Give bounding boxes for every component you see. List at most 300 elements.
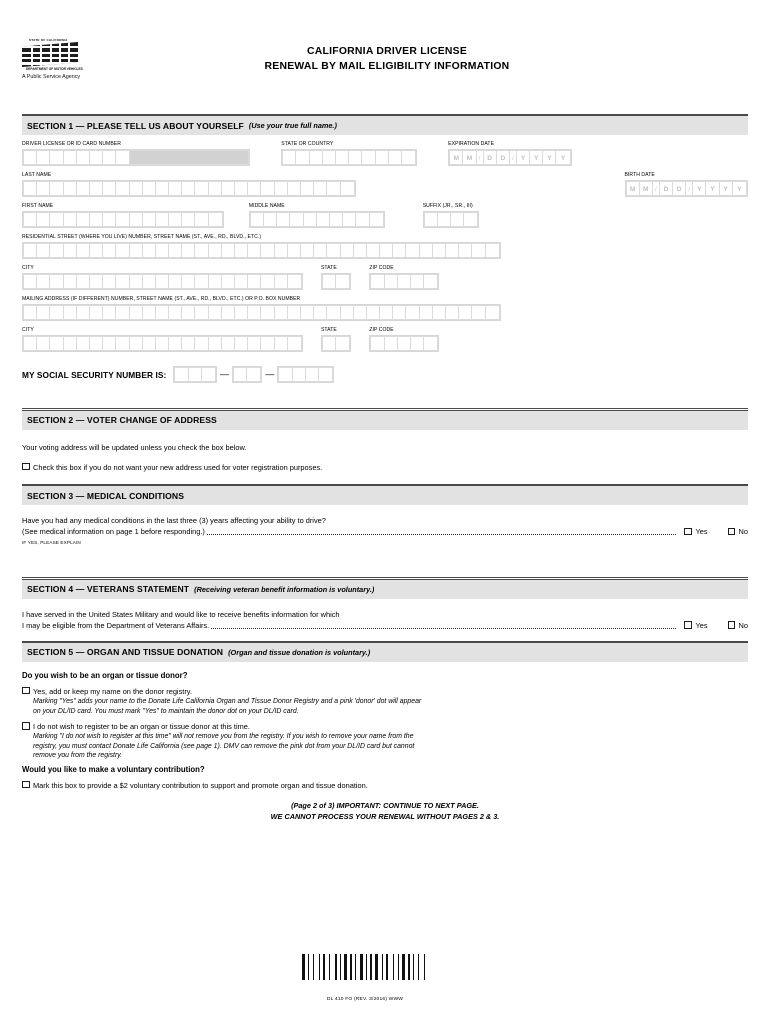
input-cell[interactable] bbox=[341, 306, 354, 319]
input-cell[interactable] bbox=[103, 306, 116, 319]
input-cell[interactable] bbox=[209, 337, 222, 350]
field-zip-code-2-input[interactable] bbox=[369, 335, 439, 352]
input-cell[interactable] bbox=[182, 213, 195, 226]
input-cell[interactable] bbox=[24, 306, 37, 319]
input-cell[interactable] bbox=[64, 244, 77, 257]
ssn-group-2[interactable] bbox=[232, 366, 262, 383]
input-cell[interactable] bbox=[371, 275, 384, 288]
field-dl-number bbox=[22, 141, 250, 166]
date-cell[interactable]: / bbox=[686, 182, 693, 195]
input-cell[interactable] bbox=[156, 306, 169, 319]
input-cell[interactable] bbox=[37, 182, 50, 195]
input-cell[interactable] bbox=[380, 306, 393, 319]
input-cell[interactable] bbox=[279, 368, 292, 381]
input-cell[interactable] bbox=[425, 213, 438, 226]
field-middle-name-input[interactable] bbox=[249, 211, 385, 228]
section3-header bbox=[22, 486, 748, 505]
input-cell[interactable] bbox=[275, 182, 288, 195]
date-cell[interactable]: M bbox=[450, 151, 463, 164]
input-cell[interactable] bbox=[261, 337, 274, 350]
input-cell[interactable] bbox=[209, 244, 222, 257]
date-cell[interactable]: M bbox=[640, 182, 653, 195]
input-cell[interactable] bbox=[156, 213, 169, 226]
input-cell[interactable] bbox=[37, 244, 50, 257]
input-cell[interactable] bbox=[182, 337, 195, 350]
date-cell[interactable]: D bbox=[673, 182, 686, 195]
input-cell[interactable] bbox=[143, 244, 156, 257]
section2-header bbox=[22, 411, 748, 430]
field-middle-name bbox=[249, 203, 385, 228]
input-cell[interactable] bbox=[420, 306, 433, 319]
input-cell[interactable] bbox=[130, 213, 143, 226]
field-first-name-input[interactable] bbox=[22, 211, 224, 228]
input-cell[interactable] bbox=[420, 244, 433, 257]
input-cell[interactable] bbox=[235, 306, 248, 319]
contribution-label: Mark this box to provide a $2 voluntary contribution to support and promote organ and tissue donation. bbox=[33, 780, 368, 790]
input-cell[interactable] bbox=[356, 213, 369, 226]
input-cell[interactable] bbox=[235, 337, 248, 350]
input-cell[interactable] bbox=[156, 275, 169, 288]
input-cell[interactable] bbox=[370, 213, 383, 226]
barcode-bar bbox=[400, 954, 401, 980]
input-cell[interactable] bbox=[77, 306, 90, 319]
input-cell[interactable] bbox=[314, 244, 327, 257]
input-cell[interactable] bbox=[156, 182, 169, 195]
input-cell[interactable] bbox=[362, 151, 375, 164]
field-zip-code-label: ZIP CODE bbox=[369, 265, 394, 272]
input-cell[interactable] bbox=[293, 368, 306, 381]
date-cell[interactable]: Y bbox=[706, 182, 719, 195]
field-residential-street-input[interactable] bbox=[22, 242, 501, 259]
input-cell[interactable] bbox=[116, 337, 129, 350]
input-cell[interactable] bbox=[77, 275, 90, 288]
date-cell[interactable]: Y bbox=[733, 182, 746, 195]
input-cell[interactable] bbox=[341, 182, 354, 195]
input-cell[interactable] bbox=[251, 213, 264, 226]
barcode-bar bbox=[384, 954, 385, 980]
input-cell[interactable] bbox=[349, 151, 362, 164]
input-cell[interactable] bbox=[77, 244, 90, 257]
contribution-checkbox[interactable] bbox=[22, 781, 30, 789]
input-cell[interactable] bbox=[156, 244, 169, 257]
input-cell[interactable] bbox=[288, 306, 301, 319]
input-cell[interactable] bbox=[288, 182, 301, 195]
input-cell[interactable] bbox=[406, 306, 419, 319]
date-cell[interactable]: Y bbox=[556, 151, 569, 164]
input-cell[interactable] bbox=[327, 182, 340, 195]
input-cell[interactable] bbox=[314, 306, 327, 319]
input-cell[interactable] bbox=[459, 306, 472, 319]
input-cell[interactable] bbox=[209, 182, 222, 195]
input-cell[interactable] bbox=[222, 182, 235, 195]
input-cell[interactable] bbox=[64, 151, 77, 164]
input-cell[interactable] bbox=[64, 182, 77, 195]
input-cell[interactable] bbox=[486, 306, 499, 319]
input-cell[interactable] bbox=[222, 306, 235, 319]
input-cell[interactable] bbox=[248, 337, 261, 350]
donor-no-row[interactable] bbox=[0, 721, 770, 732]
input-cell[interactable] bbox=[64, 275, 77, 288]
barcode-bar bbox=[368, 954, 369, 980]
input-cell[interactable] bbox=[380, 244, 393, 257]
field-last-name-input[interactable] bbox=[22, 180, 356, 197]
input-cell[interactable] bbox=[37, 337, 50, 350]
input-cell[interactable] bbox=[354, 244, 367, 257]
input-cell[interactable] bbox=[288, 337, 301, 350]
section4-statement-line-1: I have served in the United States Military and would like to receive benefits information for which bbox=[22, 609, 340, 619]
input-cell[interactable] bbox=[234, 368, 247, 381]
input-cell[interactable] bbox=[367, 306, 380, 319]
input-cell[interactable] bbox=[354, 306, 367, 319]
barcode-bar bbox=[373, 954, 374, 980]
input-cell[interactable] bbox=[301, 182, 314, 195]
input-cell[interactable] bbox=[50, 151, 63, 164]
input-cell[interactable] bbox=[209, 306, 222, 319]
input-cell[interactable] bbox=[288, 275, 301, 288]
voter-optout-checkbox[interactable] bbox=[22, 463, 30, 471]
input-cell[interactable] bbox=[90, 337, 103, 350]
input-cell[interactable] bbox=[116, 306, 129, 319]
donor-yes-checkbox[interactable] bbox=[22, 687, 30, 695]
input-cell[interactable] bbox=[486, 244, 499, 257]
input-cell[interactable] bbox=[90, 151, 103, 164]
input-cell[interactable] bbox=[222, 244, 235, 257]
input-cell[interactable] bbox=[248, 275, 261, 288]
input-cell[interactable] bbox=[451, 213, 464, 226]
section3-yes-checkbox[interactable] bbox=[684, 528, 692, 536]
input-cell[interactable] bbox=[202, 368, 215, 381]
input-cell[interactable] bbox=[24, 182, 37, 195]
input-cell[interactable] bbox=[24, 275, 37, 288]
input-cell[interactable] bbox=[195, 182, 208, 195]
barcode-bar bbox=[313, 954, 314, 980]
input-cell[interactable] bbox=[169, 182, 182, 195]
input-cell[interactable] bbox=[327, 244, 340, 257]
input-cell[interactable] bbox=[277, 213, 290, 226]
input-cell[interactable] bbox=[103, 213, 116, 226]
input-cell[interactable] bbox=[235, 275, 248, 288]
input-cell[interactable] bbox=[472, 244, 485, 257]
input-cell[interactable] bbox=[398, 275, 411, 288]
input-cell[interactable] bbox=[336, 151, 349, 164]
input-cell[interactable] bbox=[301, 306, 314, 319]
input-cell[interactable] bbox=[343, 213, 356, 226]
date-cell[interactable]: D bbox=[484, 151, 497, 164]
input-cell[interactable] bbox=[77, 213, 90, 226]
voter-optout-row[interactable] bbox=[0, 462, 770, 473]
input-cell[interactable] bbox=[103, 151, 116, 164]
input-cell[interactable] bbox=[275, 337, 288, 350]
input-cell[interactable] bbox=[393, 306, 406, 319]
input-cell[interactable] bbox=[182, 275, 195, 288]
contribution-question: Would you like to make a voluntary contribution? bbox=[22, 764, 205, 774]
input-cell[interactable] bbox=[446, 244, 459, 257]
input-cell[interactable] bbox=[323, 337, 336, 350]
input-cell[interactable] bbox=[77, 182, 90, 195]
field-mailing-address-label: MAILING ADDRESS (IF DIFFERENT) NUMBER, STREET NAME (ST., AVE., RD., BLVD., ETC.) OR P.O. BOX NUMBER bbox=[22, 296, 301, 303]
input-cell[interactable] bbox=[103, 275, 116, 288]
input-cell[interactable] bbox=[283, 151, 296, 164]
input-cell[interactable] bbox=[77, 151, 90, 164]
input-cell[interactable] bbox=[116, 275, 129, 288]
input-cell[interactable] bbox=[275, 275, 288, 288]
input-cell[interactable] bbox=[50, 306, 63, 319]
input-cell[interactable] bbox=[143, 337, 156, 350]
field-last-name-label: LAST NAME bbox=[22, 172, 52, 179]
input-cell[interactable] bbox=[248, 306, 261, 319]
voter-optout-label: Check this box if you do not want your new address used for voter registration purposes. bbox=[33, 462, 323, 472]
field-expiration-date-input[interactable] bbox=[448, 149, 572, 166]
input-cell[interactable] bbox=[130, 244, 143, 257]
input-cell[interactable] bbox=[116, 151, 129, 164]
input-cell[interactable] bbox=[37, 151, 50, 164]
input-cell[interactable] bbox=[304, 213, 317, 226]
input-cell[interactable] bbox=[143, 306, 156, 319]
input-cell[interactable] bbox=[116, 182, 129, 195]
section4-dot-leader bbox=[211, 620, 676, 629]
input-cell[interactable] bbox=[169, 306, 182, 319]
section4-yes-label: Yes bbox=[695, 620, 708, 630]
input-cell[interactable] bbox=[182, 306, 195, 319]
input-cell[interactable] bbox=[261, 306, 274, 319]
donor-yes-row[interactable] bbox=[0, 686, 770, 697]
input-cell[interactable] bbox=[406, 244, 419, 257]
input-cell[interactable] bbox=[446, 306, 459, 319]
donor-yes-note bbox=[0, 697, 770, 716]
input-cell[interactable] bbox=[90, 182, 103, 195]
input-cell[interactable] bbox=[130, 275, 143, 288]
input-cell[interactable] bbox=[182, 182, 195, 195]
input-cell[interactable] bbox=[64, 306, 77, 319]
input-cell[interactable] bbox=[169, 213, 182, 226]
input-cell[interactable] bbox=[130, 337, 143, 350]
input-cell[interactable] bbox=[389, 151, 402, 164]
input-cell[interactable] bbox=[189, 368, 202, 381]
input-cell[interactable] bbox=[50, 182, 63, 195]
input-cell[interactable] bbox=[264, 213, 277, 226]
dmv-logo-icon bbox=[22, 42, 78, 67]
input-cell[interactable] bbox=[459, 244, 472, 257]
input-cell[interactable] bbox=[209, 213, 222, 226]
donor-no-note bbox=[0, 732, 770, 761]
input-cell[interactable] bbox=[402, 151, 415, 164]
input-cell[interactable] bbox=[310, 151, 323, 164]
input-cell[interactable] bbox=[248, 244, 261, 257]
input-cell[interactable] bbox=[393, 244, 406, 257]
input-cell[interactable] bbox=[130, 306, 143, 319]
input-cell[interactable] bbox=[222, 337, 235, 350]
input-cell[interactable] bbox=[116, 244, 129, 257]
section1-header bbox=[22, 116, 748, 135]
input-cell[interactable] bbox=[385, 337, 398, 350]
input-cell[interactable] bbox=[235, 244, 248, 257]
section3-no-label: No bbox=[738, 527, 748, 537]
barcode-bar bbox=[350, 954, 352, 980]
input-cell[interactable] bbox=[376, 151, 389, 164]
ssn-group-3[interactable] bbox=[277, 366, 334, 383]
date-cell[interactable]: Y bbox=[517, 151, 530, 164]
field-city-2-input[interactable] bbox=[22, 335, 303, 352]
date-cell[interactable]: / bbox=[653, 182, 660, 195]
input-cell[interactable] bbox=[90, 213, 103, 226]
input-cell[interactable] bbox=[90, 275, 103, 288]
input-cell[interactable] bbox=[50, 213, 63, 226]
field-state-label: STATE bbox=[320, 265, 337, 272]
date-cell[interactable]: / bbox=[510, 151, 517, 164]
date-cell[interactable]: M bbox=[627, 182, 640, 195]
input-cell[interactable] bbox=[367, 244, 380, 257]
section3-yes-option[interactable] bbox=[684, 526, 721, 537]
input-cell[interactable] bbox=[336, 337, 349, 350]
input-cell[interactable] bbox=[319, 368, 332, 381]
input-cell[interactable] bbox=[195, 244, 208, 257]
field-row-4 bbox=[22, 234, 748, 259]
input-cell[interactable] bbox=[385, 275, 398, 288]
input-cell[interactable] bbox=[77, 337, 90, 350]
section4-statement-line-2: I may be eligible from the Department of Veterans Affairs. bbox=[22, 620, 210, 630]
barcode-bar bbox=[415, 954, 417, 980]
input-cell[interactable] bbox=[50, 275, 63, 288]
input-cell[interactable] bbox=[37, 306, 50, 319]
input-cell[interactable] bbox=[37, 213, 50, 226]
input-cell[interactable] bbox=[323, 275, 336, 288]
contribution-row[interactable] bbox=[0, 780, 770, 791]
section4-no-checkbox[interactable] bbox=[728, 621, 736, 629]
input-cell[interactable] bbox=[169, 275, 182, 288]
date-cell[interactable]: D bbox=[660, 182, 673, 195]
input-cell[interactable] bbox=[50, 244, 63, 257]
input-cell[interactable] bbox=[64, 337, 77, 350]
input-cell[interactable] bbox=[247, 368, 260, 381]
input-cell[interactable] bbox=[472, 306, 485, 319]
input-cell[interactable] bbox=[330, 213, 343, 226]
input-cell[interactable] bbox=[424, 275, 437, 288]
input-cell[interactable] bbox=[336, 275, 349, 288]
date-cell[interactable]: M bbox=[463, 151, 476, 164]
input-cell[interactable] bbox=[261, 244, 274, 257]
input-cell[interactable] bbox=[290, 213, 303, 226]
date-cell[interactable]: Y bbox=[720, 182, 733, 195]
input-cell[interactable] bbox=[156, 337, 169, 350]
input-cell[interactable] bbox=[24, 244, 37, 257]
input-cell[interactable] bbox=[306, 368, 319, 381]
input-cell[interactable] bbox=[411, 337, 424, 350]
input-cell[interactable] bbox=[64, 213, 77, 226]
input-cell[interactable] bbox=[411, 275, 424, 288]
input-cell[interactable] bbox=[169, 337, 182, 350]
ssn-group-1[interactable] bbox=[173, 366, 217, 383]
field-birth-date-input[interactable] bbox=[625, 180, 749, 197]
field-mailing-address-input[interactable] bbox=[22, 304, 501, 321]
field-city-label: CITY bbox=[22, 265, 34, 272]
input-cell[interactable] bbox=[424, 337, 437, 350]
section3-no-checkbox[interactable] bbox=[728, 528, 736, 536]
input-cell[interactable] bbox=[371, 337, 384, 350]
input-cell[interactable] bbox=[438, 213, 451, 226]
input-cell[interactable] bbox=[195, 337, 208, 350]
section4-yes-option[interactable] bbox=[684, 620, 721, 631]
input-cell[interactable] bbox=[169, 244, 182, 257]
input-cell[interactable] bbox=[314, 182, 327, 195]
field-suffix-label: SUFFIX (JR., SR., III) bbox=[422, 203, 473, 210]
field-dl-number-input[interactable] bbox=[22, 149, 250, 166]
input-cell[interactable] bbox=[433, 306, 446, 319]
input-cell[interactable] bbox=[301, 244, 314, 257]
input-cell[interactable] bbox=[288, 244, 301, 257]
input-cell[interactable] bbox=[130, 182, 143, 195]
input-cell[interactable] bbox=[37, 275, 50, 288]
input-cell[interactable] bbox=[175, 368, 188, 381]
input-cell[interactable] bbox=[103, 244, 116, 257]
input-cell[interactable] bbox=[195, 275, 208, 288]
input-cell[interactable] bbox=[143, 275, 156, 288]
input-cell[interactable] bbox=[317, 213, 330, 226]
donor-no-checkbox[interactable] bbox=[22, 722, 30, 730]
date-cell[interactable]: / bbox=[477, 151, 484, 164]
input-cell[interactable] bbox=[24, 337, 37, 350]
section3-no-option[interactable] bbox=[728, 526, 748, 537]
input-cell[interactable] bbox=[222, 275, 235, 288]
section4-no-option[interactable] bbox=[728, 620, 748, 631]
page-continuation-note bbox=[0, 800, 770, 822]
input-cell[interactable] bbox=[261, 275, 274, 288]
input-cell[interactable] bbox=[90, 244, 103, 257]
field-state-input[interactable] bbox=[321, 273, 351, 290]
input-cell[interactable] bbox=[182, 244, 195, 257]
input-cell[interactable] bbox=[464, 213, 477, 226]
field-zip-code-input[interactable] bbox=[369, 273, 439, 290]
field-state-or-country-input[interactable] bbox=[281, 149, 417, 166]
input-cell[interactable] bbox=[433, 244, 446, 257]
field-zip-code-2 bbox=[369, 327, 439, 352]
field-suffix-input[interactable] bbox=[423, 211, 480, 228]
input-cell[interactable] bbox=[143, 213, 156, 226]
input-cell[interactable] bbox=[398, 337, 411, 350]
input-cell[interactable] bbox=[24, 213, 37, 226]
input-cell[interactable] bbox=[275, 244, 288, 257]
input-cell[interactable] bbox=[209, 275, 222, 288]
input-cell[interactable] bbox=[103, 337, 116, 350]
input-cell[interactable] bbox=[116, 213, 129, 226]
barcode-bar bbox=[326, 954, 328, 980]
input-cell[interactable] bbox=[24, 151, 37, 164]
input-cell[interactable] bbox=[235, 182, 248, 195]
field-city-input[interactable] bbox=[22, 273, 303, 290]
date-cell[interactable]: Y bbox=[530, 151, 543, 164]
section4-yes-checkbox[interactable] bbox=[684, 621, 692, 629]
date-cell[interactable]: Y bbox=[543, 151, 556, 164]
input-cell[interactable] bbox=[323, 151, 336, 164]
input-cell[interactable] bbox=[50, 337, 63, 350]
input-cell[interactable] bbox=[143, 182, 156, 195]
input-cell[interactable] bbox=[195, 306, 208, 319]
input-cell[interactable] bbox=[327, 306, 340, 319]
barcode-bar bbox=[424, 954, 425, 980]
input-cell[interactable] bbox=[195, 213, 208, 226]
input-cell[interactable] bbox=[248, 182, 261, 195]
input-cell[interactable] bbox=[341, 244, 354, 257]
input-cell[interactable] bbox=[103, 182, 116, 195]
date-cell[interactable]: D bbox=[497, 151, 510, 164]
input-cell[interactable] bbox=[90, 306, 103, 319]
input-cell[interactable] bbox=[296, 151, 309, 164]
date-cell[interactable]: Y bbox=[693, 182, 706, 195]
barcode-bar bbox=[353, 954, 354, 980]
field-state-2-input[interactable] bbox=[321, 335, 351, 352]
input-cell[interactable] bbox=[275, 306, 288, 319]
input-cell[interactable] bbox=[261, 182, 274, 195]
donor-yes-note-line-1: Marking "Yes" adds your name to the Donate Life California Organ and Tissue Donor Registry and a pink 'donor' dot will appear bbox=[33, 697, 422, 705]
